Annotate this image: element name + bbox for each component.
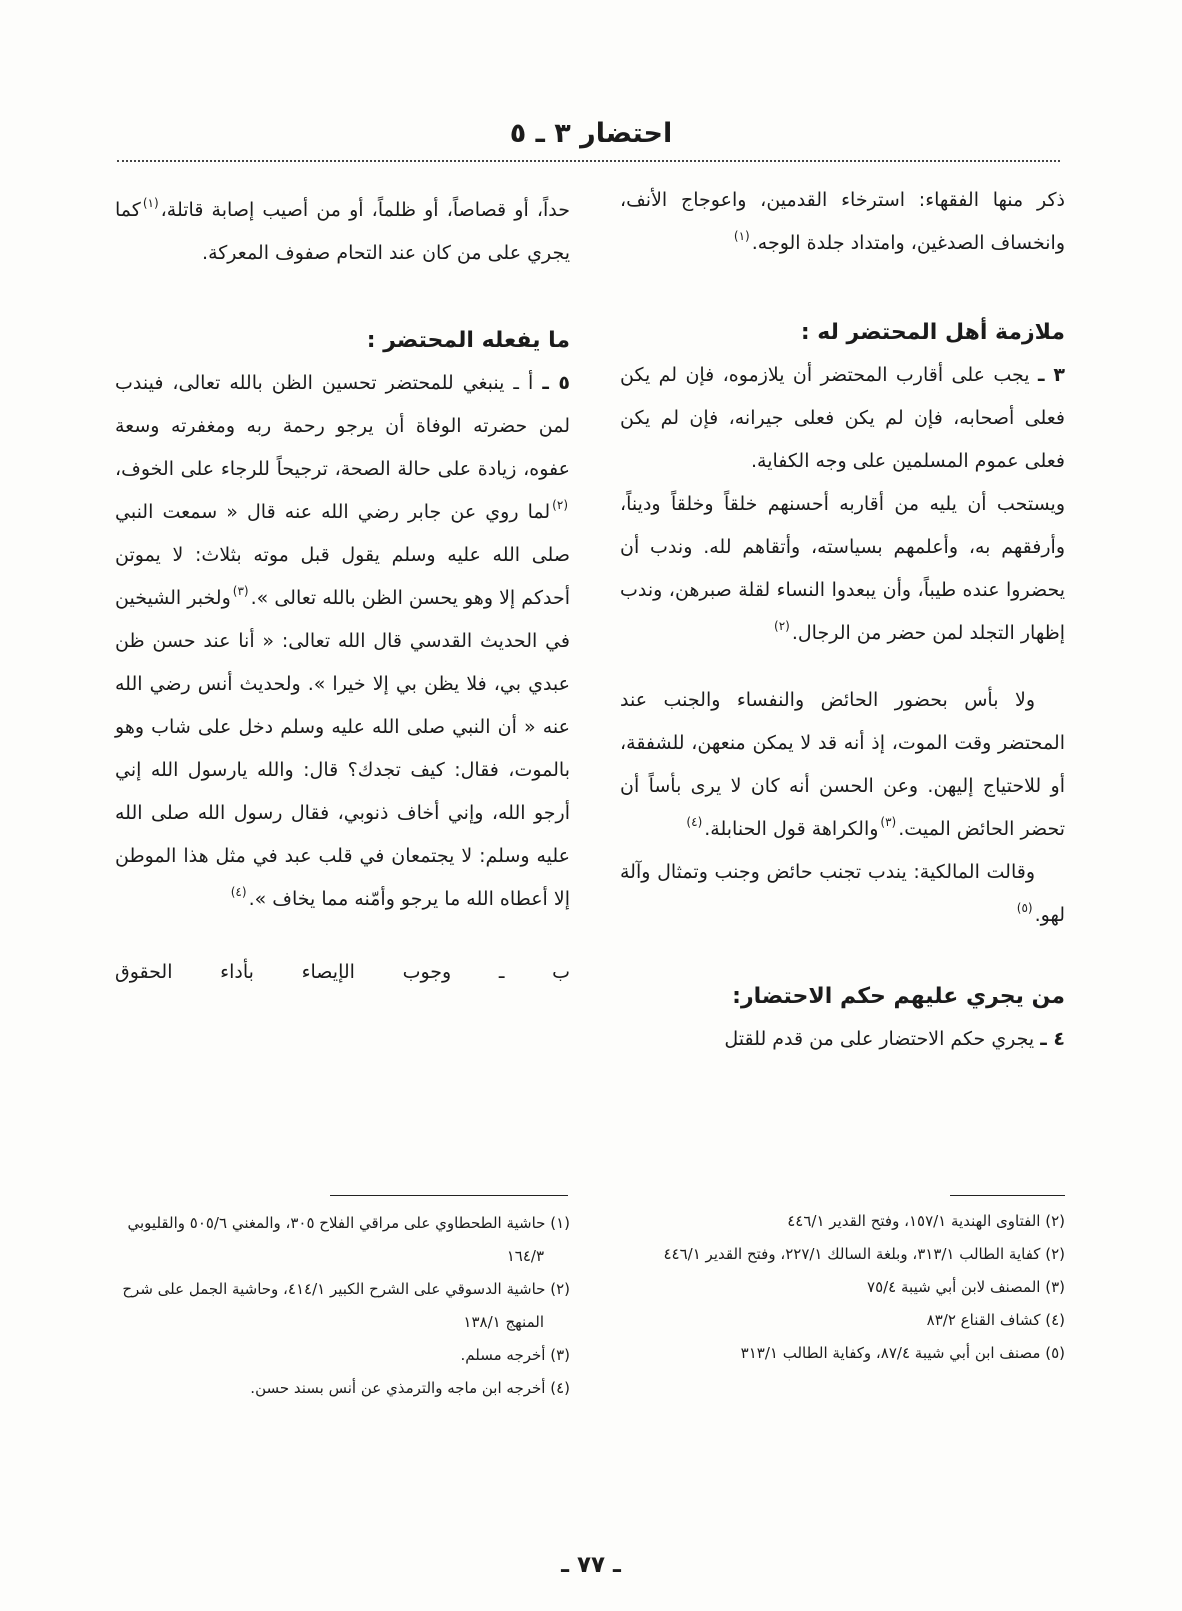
paragraph-text: والكراهة قول الحنابلة.	[704, 818, 879, 840]
footnote: (٥) مصنف ابن أبي شيبة ٨٧/٤، وكفاية الطالب ٣١٣/١	[740, 1344, 1065, 1362]
footnote: (٢) الفتاوى الهندية ١٥٧/١، وفتح القدير ٤٤٦/١	[787, 1212, 1065, 1230]
page-number: ـ ٧٧ ـ	[561, 1552, 621, 1578]
footnote: (١) حاشية الطحطاوي على مراقي الفلاح ٣٠٥، والمغني ٥٠٥/٦ والقليوبي ١٦٤/٣	[127, 1214, 570, 1265]
paragraph-3	[620, 354, 1065, 483]
right-column	[620, 179, 1065, 1061]
paragraph-continuation	[115, 189, 570, 275]
left-column	[115, 189, 570, 994]
footnote-marker: (١)	[733, 229, 750, 243]
footnote-marker: (٢)	[774, 619, 790, 633]
footnote: (٣) أخرجه مسلم.	[460, 1346, 570, 1364]
paragraph-5	[115, 362, 570, 921]
section-heading-what-dying-does: ما يفعله المحتضر :	[366, 328, 570, 353]
footnote-divider-right	[950, 1195, 1065, 1196]
paragraph-number: ٤ ـ	[1040, 1028, 1065, 1050]
footnotes-right	[620, 1205, 1065, 1370]
footnote-marker: (١)	[142, 196, 159, 210]
paragraph-text: ويستحب أن يليه من أقاربه أحسنهم خلقاً وخلقاً وديناً، وأرفقهم به، وأعلمهم بسياسته، وأتقاهم لله. وندب أن يحضروا عنده طيباً، وأن يبعدوا النساء لقلة صبرهن، وندب إظهار التجلد لمن حضر من الرجال.	[620, 493, 1065, 644]
paragraph-text: أ ـ ينبغي للمحتضر تحسين الظن بالله تعالى، فيندب لمن حضرته الوفاة أن يرجو رحمة ربه ومغفرته وسعة عفوه، زيادة على حالة الصحة، ترجيحاً للرجاء على الخوف،	[115, 372, 570, 480]
running-head-title: احتضار ٣ ـ ٥	[509, 118, 673, 149]
subsection-title-bequest: ب ـ وجوب الإيصاء بأداء الحقوق	[115, 961, 570, 983]
paragraph-number: ٣ ـ	[1037, 364, 1066, 386]
footnote: (٤) كشاف القناع ٨٣/٢	[926, 1311, 1065, 1329]
paragraph-text: ولخبر الشيخين في الحديث القدسي قال الله تعالى: « أنا عند حسن ظن عبدي بي، فلا يظن بي إلا خيرا ». ولحديث أنس رضي الله عنه « أن النبي صلى الله عليه وسلم دخل على شاب وهو بالموت، فقال: كيف تجدك؟ قال: والله يارسول الله إني أرجو الله، وإني أخاف ذنوبي، فقال رسول الله صلى الله عليه وسلم: لا يجتمعان في قلب عبد في مثل هذا الموطن إلا أعطاه الله ما يرجو وأمّنه مما يخاف ».	[115, 587, 570, 910]
footnote-marker: (٥)	[1016, 901, 1033, 915]
footnote-marker: (٢)	[552, 498, 568, 512]
section-heading-accompanying: ملازمة أهل المحتضر له :	[800, 320, 1065, 345]
footnote: (٣) المصنف لابن أبي شيبة ٧٥/٤	[867, 1278, 1065, 1296]
footnote-marker: (٣)	[232, 584, 249, 598]
header-dotted-divider	[117, 160, 1060, 162]
paragraph-text: كما يجري على من كان عند التحام صفوف المعركة.	[115, 199, 570, 264]
footnote-marker: (٤)	[686, 815, 703, 829]
paragraph-recommended-relatives	[620, 483, 1065, 655]
paragraph-text: يجري حكم الاحتضار على من قدم للقتل	[724, 1028, 1035, 1050]
paragraph-text: حداً، أو قصاصاً، أو ظلماً، أو من أصيب إصابة قاتلة،	[160, 199, 570, 221]
paragraph-text: ولا بأس بحضور الحائض والنفساء والجنب عند المحتضر وقت الموت، إذ أنه قد لا يمكن منعهن، للشفقة، أو للاحتياج إليهن. وعن الحسن أنه كان لا يرى بأساً أن تحضر الحائض الميت.	[620, 689, 1065, 840]
paragraph-text: يجب على أقارب المحتضر أن يلازموه، فإن لم يكن فعلى أصحابه، فإن لم يكن فعلى جيرانه، فإن لم يكن فعلى عموم المسلمين على وجه الكفاية.	[620, 364, 1065, 472]
paragraph-text: لما روي عن جابر رضي الله عنه قال « سمعت النبي صلى الله عليه وسلم يقول قبل موته بثلاث: لا يموتن أحدكم إلا وهو يحسن الظن بالله تعالى ».	[115, 501, 570, 609]
paragraph-4	[620, 1018, 1065, 1061]
paragraph-text: ذكر منها الفقهاء: استرخاء القدمين، واعوجاج الأنف، وانخساف الصدغين، وامتداد جلدة الوجه.	[620, 189, 1065, 254]
paragraph-number: ٥ ـ	[542, 372, 571, 394]
footnote: (٢) كفاية الطالب ٣١٣/١، وبلغة السالك ٢٢٧/١، وفتح القدير ٤٤٦/١	[663, 1245, 1065, 1263]
paragraph-menstruating-presence	[620, 679, 1065, 851]
footnote-marker: (٣)	[880, 815, 897, 829]
paragraph-signs-of-death	[620, 179, 1065, 265]
footnote-marker: (٤)	[230, 885, 247, 899]
footnotes-left	[115, 1207, 570, 1405]
section-heading-who-applies: من يجري عليهم حكم الاحتضار:	[732, 984, 1065, 1009]
paragraph-maliki-view	[620, 851, 1065, 937]
paragraph-text: وقالت المالكية: يندب تجنب حائض وجنب وتمثال وآلة لهو.	[620, 861, 1065, 926]
footnote: (٤) أخرجه ابن ماجه والترمذي عن أنس بسند حسن.	[250, 1379, 570, 1397]
footnote: (٢) حاشية الدسوقي على الشرح الكبير ٤١٤/١، وحاشية الجمل على شرح المنهج ١٣٨/١	[122, 1280, 570, 1331]
footnote-divider-left	[330, 1195, 568, 1196]
